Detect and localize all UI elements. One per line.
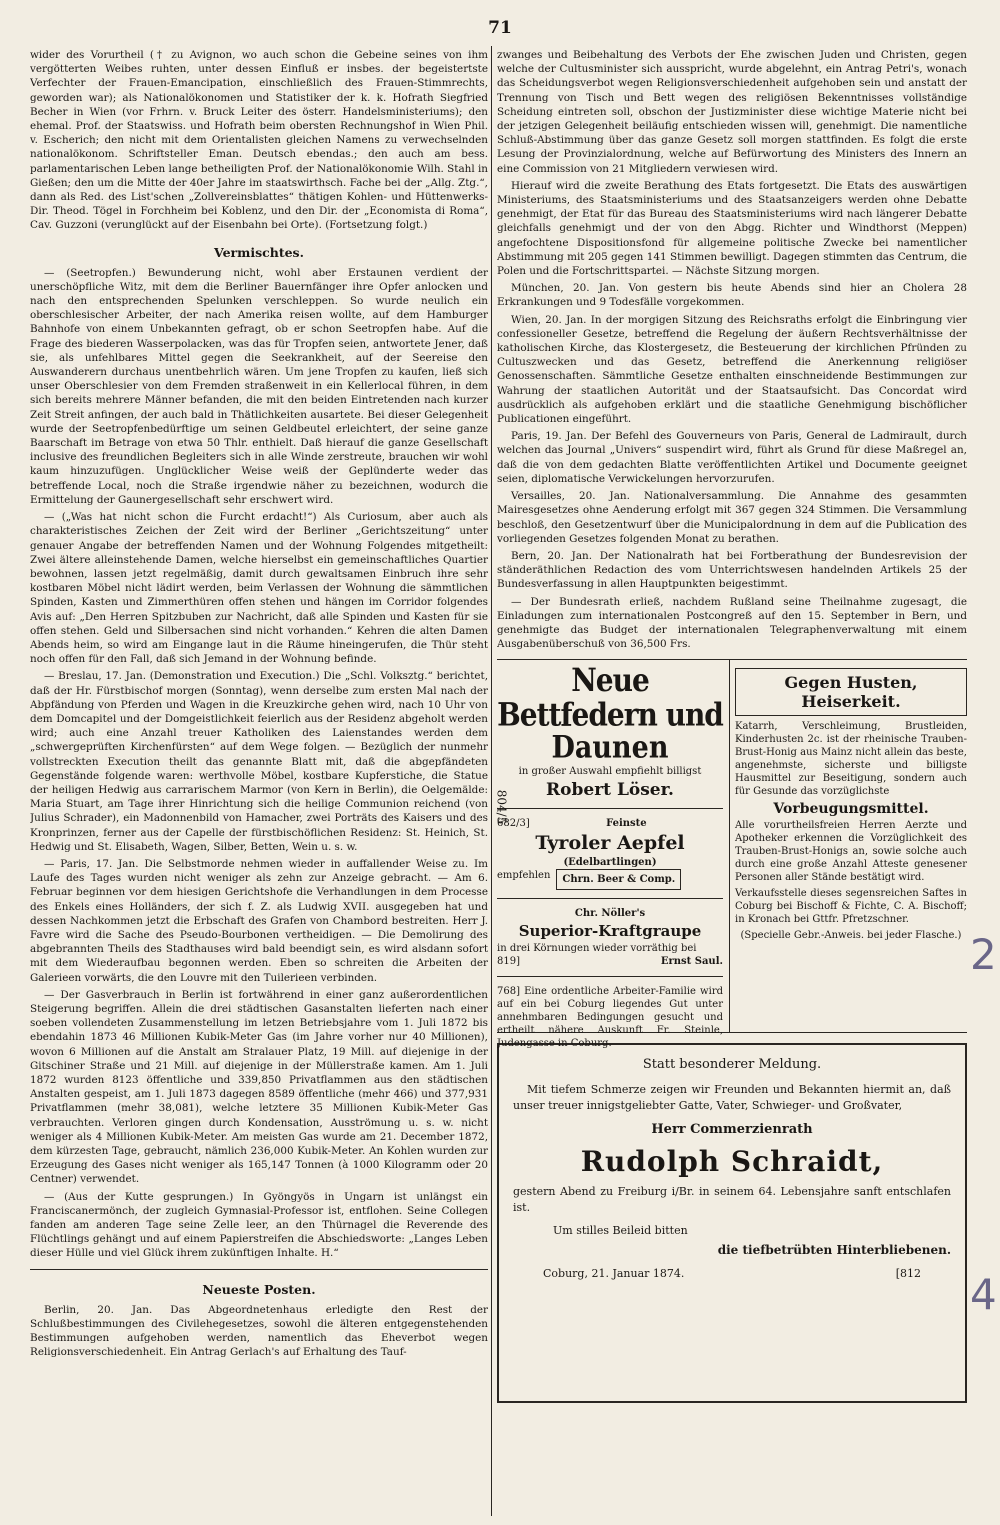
article-continuation: wider des Vorurtheil († zu Avignon, wo auch schon die Gebeine seines von ihm vergötterten Weibes ruhten, unter dessen Einfluß er insbes. der begeistertste Verfechter der Frauen-Emancipation, einschließlich des Frauen-Stimmrechts, geworden war); als Nationalökonomen und Statistiker der k. k. Hofrath Siegfried Becher in Wien (vor Frhrn. v. Bruck Leiter des österr. Handelsministeriums); den ehemal. Prof. der Staatswiss. und Hofrath beim obersten Rechnungshof in Wien Phil. v. Escherich; den nicht mit dem Orientalisten gleichen Namens zu verwechselnden nationalökonom. Schriftsteller Eman. Deutsch ebendas.; den auch am bess. parlamentarischen Leben lange betheiligten Prof. der Nationalökonomie Wilh. Stahl in Gießen; den um die Mitte der 40er Jahre im staatswirthsch. Fache bei der „Allg. Ztg.“, dann als Red. des List'schen „Zollvereinsblattes“ thätigen Kohlen- und Hüttenwerks-Dir. Theod. Tögel in Forchheim bei Koblenz, und den Dir. der „Economista di Roma“, Cav. Guzzoni (verunglückt auf der Eisenbahn bei Orte). (Fortsetzung folgt.) — [30, 49, 488, 232]
ad-kraft-maker: Chr. Nöller's — [574, 908, 646, 920]
ad-apfel-num: 682/3] — [497, 818, 530, 830]
divider — [497, 898, 723, 899]
ad-husten-sub: Vorbeugungsmittel. — [773, 801, 929, 818]
article-furcht: — („Was hat nicht schon die Furcht erdacht!“) Als Curiosum, aber auch als charakteristisches Zeichen der Zeit wird der Berliner „Gerichtszeitung“ unter genauer Angabe der betreffenden Namen und der Wohnung Folgendes mitgetheilt: Zwei ältere alleinstehende Damen, welche hierselbst ein gemeinschaftliches Quartier bewohnen, lassen jetzt regelmäßig, damit durch gewaltsamen Einbruch ihre sehr kostbaren Möbel nicht lädirt werden, beim Verlassen der Wohnung die sämmtlichen Spinden, Kasten und Zimmerthüren offen stehen und hängen im Corridor folgendes Avis auf: „Den Herren Spitzbuben zur Nachricht, daß alle Spinden und Kasten für sie offen stehen. Geld und Silbersachen sind nicht vorhanden.“ Kehren die alten Damen Abends heim, so wird am Eingange laut in die Räume hineingerufen, die Thür steht noch offen für den Fall, daß sich Jemand in der Wohnung befinde. — [30, 511, 488, 666]
article-breslau: — Breslau, 17. Jan. (Demonstration und Execution.) Die „Schl. Volksztg.“ berichtet, daß der Hr. Fürstbischof morgen (Sonntag), wenn derselbe zum ersten Mal nach der Abpfändung von Pferden und Wagen in die Kreuzkirche gehen wird, nach 10 Uhr von dem Domcapitel und der Domgeistlichkeit feierlich aus der Residenz abgeholt werden wird; auch eine Anzahl treuer Katholiken des Laienstandes werden dem „schwergeprüften Kirchenfürsten“ auf dem Wege folgen. — Bezüglich der nunmehr vollstreckten Execution theilt das genannte Blatt mit, daß die abgepfändeten Gegenstände folgende waren: werthvolle Möbel, kostbare Kupferstiche, die Statue der heiligen Hedwig aus carrarischem Marmor (von Kern in Berlin), die Oelgemälde: Maria Stuart, am Tage ihrer Hinrichtung sich die heilige Communion reichend (von Julius Schrader), ein Madonnenbild von Hamacher, zwei Porträts des Kaisers und des Kronprinzen, ferner aus der Capelle der fürstbischöflichen Residenz: St. Heinich, St. Hedwig und St. Elisabeth, Wagen, Silber, Betten, Wein u. s. w. — [30, 670, 488, 853]
ad-apfel-empf: empfehlen — [497, 870, 551, 882]
advertisements — [497, 659, 967, 1050]
section-heading-vermischtes: Vermischtes. — [214, 244, 304, 260]
divider — [30, 1269, 488, 1270]
ad-apfel-title: Tyroler Aepfel — [535, 832, 685, 855]
page-number: 71 — [488, 18, 512, 38]
ad-kraft-text: in drei Körnungen wieder vorräthig bei — [497, 943, 697, 955]
ad-husten-text2: Alle vorurtheilsfreien Herren Aerzte und Apotheker erkennen die Vorzüglichkeit des Trauben-Brust-Honigs an, sowie solche auch durch eine große Anzahl Atteste genesener Personen aller Stände bestätigt wird. — [735, 820, 967, 884]
article-berlin: Berlin, 20. Jan. Das Abgeordnetenhaus erledigte den Rest der Schlußbestimmungen des Civilehegesetzes, sowohl die älteren entgegenstehenden Bestimmungen aufgehoben werden, namentlich das Eheverbot wegen Religionsverschiedenheit. Ein Antrag Gerlach's auf Erhaltung des Tauf- — [30, 1303, 488, 1359]
divider — [497, 808, 723, 809]
article-versailles: Versailles, 20. Jan. Nationalversammlung. Die Annahme des gesammten Mairesgesetzes ohne Aenderung erfolgt mit 367 gegen 324 Stimmen. Die Versammlung beschloß, den Gesetzentwurf über die Municipalordnung in dem auf die Publication des vorliegenden Gesetzes folgenden Monat zu berathen. — [497, 490, 967, 545]
ad-kraft-num: 819] — [497, 956, 520, 968]
ad-bettfedern-seller: Robert Löser. — [546, 780, 674, 801]
ad-husten-text4: (Specielle Gebr.-Anweis. bei jeder Flasche.) — [740, 930, 962, 942]
ad-side-number: 804/5 — [494, 789, 509, 825]
pencil-mark: 2 — [970, 930, 997, 979]
section-heading-neueste-posten: Neueste Posten. — [202, 1281, 316, 1297]
article-gasverbrauch: — Der Gasverbrauch in Berlin ist fortwährend in einer ganz außerordentlichen Steigerung begriffen. Allein die drei städtischen Gasanstalten lieferten nach einer soeben vollendeten Zusammenstellung im letzen Betriebsjahre vom 1. Juli 1872 bis ebendahin 1873 46 Millionen Kubik-Meter Gas (im Jahre vorher nur 40 Millionen), wovon 6 Millionen auf die Anstalt am Stralauer Platz, 19 Mill. auf diejenige in der Gitschiner Straße und 21 Mill. auf diejenige in der Müllerstraße kamen. Am 1. Juli 1872 wurden 8123 öffentliche und 339,850 Privatflammen aus den städtischen Anstalten gespeist, am 1. Juli 1873 dagegen 8589 öffentliche (mehr 466) und 377,931 Privatflammen (mehr 38,081), welche letztere 35 Millionen Kubik-Meter Gas verbrauchten. Verloren gingen durch Kondensation, Ausströmung u. s. w. nicht weniger als 4 Millionen Kubik-Meter. Am meisten Gas wurde am 21. December 1872, dem kürzesten Tage, gebraucht, nämlich 236,000 Kubik-Meter. An Kohlen wurden zur Erzeugung des Gases nicht weniger als 165,147 Tonnen (à 1000 Kilogramm oder 20 Centner) verwendet. — [30, 988, 488, 1186]
death-notice-num: [812 — [895, 1266, 921, 1280]
ad-apfel-feinste: Feinste — [606, 818, 647, 830]
ad-apfel-seller: Chrn. Beer & Comp. — [556, 869, 681, 890]
article-wien: Wien, 20. Jan. In der morgigen Sitzung des Reichsraths erfolgt die Einbringung vier confessioneller Gesetze, betreffend die Regelung der äußern Rechtsverhältnisse der katholischen Kirche, das Klostergesetz, die Besteuerung der kirchlichen Pfründen zu Cultuszwecken und das Gesetz, betreffend die Anerkennung religiöser Genossenschaften. Sämmtliche Gesetze enthalten einschneidende Bestimmungen zur Wahrung der staatlichen Autorität und der Staatsaufsicht. Das Concordat wird ausdrücklich als aufgehoben erklärt und die staatliche Genehmigung bischöflicher Publicationen eingeführt. — [497, 313, 967, 426]
ad-kraft-title: Superior-Kraftgraupe — [518, 922, 702, 941]
article-seetropfen: — (Seetropfen.) Bewunderung nicht, wohl aber Erstaunen verdient der unerschöpfliche Witz, mit dem die Berliner Bauernfänger ihre Opfer anlocken und nach den entsprechenden Spelunken verschleppen. So wurde neulich ein oberschlesischer Arbeiter, der nach Amerika reisen wollte, auf dem Hamburger Bahnhofe von einem Unbekannten gefragt, ob er schon Seetropfen habe. Auf die Frage des biederen Wasserpolacken, was das für Tropfen seien, antwortete Jener, daß sie, als unfehlbares Mittel gegen die Seekrankheit, auf der Seereise den Auswanderern durchaus unentbehrlich wären. Um jene Tropfen zu kaufen, ließ sich unser Oberschlesier von dem Fremden straßenweit in ein Kellerlocal führen, in dem sich bereits mehrere Männer befanden, die mit den beiden Eintretenden nach kurzer Zeit Streit anfingen, der auch bald in Thätlichkeiten ausartete. Bei dieser Gelegenheit wurde der Seetropfenbedürftige um seinen Geldbeutel erleichtert, der seine ganze Baarschaft im Betrage von etwa 50 Thlr. enthielt. Daß hierauf die ganze Gesellschaft inclusive des freundlichen Begleiters sich in alle Winde zerstreute, brauchen wir wohl kaum hinzuzufügen. Unglücklicher Weise weiß der Geplünderte weder das betreffende Local, noch die Straße irgendwie näher zu bezeichnen, wodurch die Ermittelung der Gaunergesellschaft sehr erschwert wird. — [30, 266, 488, 506]
ad-daunen-title: Daunen — [551, 730, 669, 766]
article-kutte: — (Aus der Kutte gesprungen.) In Gyöngyös in Ungarn ist unlängst ein Franciscanermönch, der zugleich Gymnasial-Professor ist, entflohen. Seine Collegen fanden am anderen Tage seine Zelle leer, an den Thürnagel die Reverende des Flüchtlings gehängt und auf einem Papierstreifen die Abschiedsworte: „Langes Leben dieser Hülle und viel Glück ihrem zukünftigen Inhalte. H.“ — [30, 1190, 488, 1260]
death-notice-place-date: Coburg, 21. Januar 1874. — [543, 1266, 685, 1280]
ad-husten-text: Katarrh, Verschleimung, Brustleiden, Kinderhusten 2c. ist der rheinische Trauben-Brust-Honig aus Mainz nicht allein das beste, angenehmste, sicherste und billigste Hausmittel zur Beseitigung, sondern auch für Gesunde das vorzüglichste — [735, 721, 967, 798]
ads-right — [735, 660, 967, 945]
article-paris-univers: Paris, 19. Jan. Der Befehl des Gouverneurs von Paris, General de Ladmirault, durch welchen das Journal „Univers“ suspendirt wird, führt als Grund für diese Maßregel an, daß die von dem gedachten Blatte veröffentlichten Artikel und Documente geeignet seien, diplomatische Verwickelungen hervorzurufen. — [497, 430, 967, 485]
death-notice-bitte: Um stilles Beileid bitten — [553, 1224, 688, 1238]
ad-apfel-sub: (Edelbartlingen) — [563, 857, 657, 869]
ad-husten-title: Gegen Husten, Heiserkeit. — [735, 668, 967, 716]
death-notice-family: die tiefbetrübten Hinterbliebenen. — [717, 1242, 951, 1257]
death-notice-text: Mit tiefem Schmerze zeigen wir Freunden und Bekannten hiermit an, daß unser treuer innigstgeliebter Gatte, Vater, Schwieger- und Großvater, — [513, 1083, 951, 1113]
article-bundesrath: — Der Bundesrath erließ, nachdem Rußland seine Theilnahme zugesagt, die Einladungen zum internationalen Postcongreß auf den 15. September in Bern, und genehmigte das Budget der internationalen Telegraphenverwaltung mit einem Ausgabenüberschuß von 36,500 Frs. — [497, 595, 967, 651]
article-berlin-cont: zwanges und Beibehaltung des Verbots der Ehe zwischen Juden und Christen, gegen welche der Cultusminister sich ausspricht, wurde abgelehnt, ein Antrag Petri's, wonach das Scheidungsverbot wegen Religionsverschiedenheit aufgehoben sein und anstatt der Trennung von Tisch und Bett wegen des religiösen Bekenntnisses vollständige Scheidung eintreten soll, obschon der Justizminister diese wichtige Materie nicht bei der jetzigen Gelegenheit beiläufig entschieden wissen will, genehmigt. Die namentliche Schluß-Abstimmung über das ganze Gesetz soll morgen stattfinden. Es folgt die erste Lesung der Provinzialordnung, welche auf Befürwortung des Ministers des Innern an eine Commission von 21 Mitgliedern verwiesen wird. — [497, 49, 967, 175]
column-divider — [491, 46, 492, 1516]
ad-kraft-seller: Ernst Saul. — [660, 956, 723, 968]
ads-left — [497, 660, 723, 1053]
death-notice-head: Statt besonderer Meldung. — [642, 1057, 822, 1073]
death-notice-title: Herr Commerzienrath — [651, 1122, 813, 1138]
article-muenchen: München, 20. Jan. Von gestern bis heute Abends sind hier an Cholera 28 Erkrankungen und 9 Todesfälle vorgekommen. — [497, 282, 967, 309]
ad-bettfedern-title: Neue Bettfedern und — [497, 661, 723, 734]
death-notice-name: Rudolph Schraidt, — [580, 1145, 884, 1179]
divider — [497, 976, 723, 977]
right-column — [497, 48, 967, 1518]
pencil-mark: 4 — [970, 1270, 997, 1319]
ad-husten-text3: Verkaufsstelle dieses segensreichen Saftes in Coburg bei Bischoff & Fichte, C. A. Bischoff; in Kronach bei Gttfr. Pfretzschner. — [735, 888, 967, 926]
left-column — [30, 48, 488, 1518]
article-etat: Hierauf wird die zweite Berathung des Etats fortgesetzt. Die Etats des auswärtigen Ministeriums, des Staatsministeriums und des Staatsanzeigers werden ohne Debatte genehmigt, der Etat für das Bureau des Staatsministeriums wird nach längerer Debatte gleichfalls genehmigt und der von den Abgg. Richter und Windthorst (Meppen) angefochtene Dispositionsfond für allgemeine politische Zwecke bei namentlicher Abstimmung mit 205 gegen 141 Stimmen bewilligt. Dagegen stimmten das Centrum, die Polen und die Fortschrittspartei. — Nächste Sitzung morgen. — [497, 179, 967, 278]
death-notice-text2: gestern Abend zu Freiburg i/Br. in seinem 64. Lebensjahre sanft entschlafen ist. — [513, 1185, 951, 1215]
ad-divider — [729, 660, 730, 1032]
ad-familie: 768] Eine ordentliche Arbeiter-Familie wird auf ein bei Coburg liegendes Gut unter annehmbaren Bedingungen gesucht und ertheilt nähere Auskunft Fr. Steinle, Judengasse in Coburg. — [497, 986, 723, 1050]
ad-bettfedern-text: in großer Auswahl empfiehlt billigst — [518, 766, 702, 778]
article-bern: Bern, 20. Jan. Der Nationalrath hat bei Fortberathung der Bundesrevision der ständeräthlichen Redaction des vom Unterrichtswesen handelnden Artikels 25 der Bundesverfassung in allen Hauptpunkten beigestimmt. — [497, 549, 967, 591]
article-paris: — Paris, 17. Jan. Die Selbstmorde nehmen wieder in auffallender Weise zu. Im Laufe des Tages wurden nicht weniger als zehn zur Anzeige gebracht. — Am 6. Februar beginnen vor dem hiesigen Gerichtshofe die Verhandlungen in dem Processe des Enkels eines Holländers, der sich f. Z. als Ludwig XVII. ausgegeben hat und dessen Nachkommen jetzt die Erbschaft des Grafen von Chambord bestreiten. Herr J. Favre wird die Sache des Pseudo-Bourbonen vertheidigen. — Die Demolirung des abgebrannten Theils des Stadthauses wird bald beendigt sein, es wird alsdann sofort mit dem Wiederaufbau begonnen werden. Eben so schreiten die Arbeiten der Galerieen vorwärts, die den Louvre mit den Tuilerieen verbinden. — [30, 857, 488, 984]
death-notice — [497, 1043, 967, 1403]
